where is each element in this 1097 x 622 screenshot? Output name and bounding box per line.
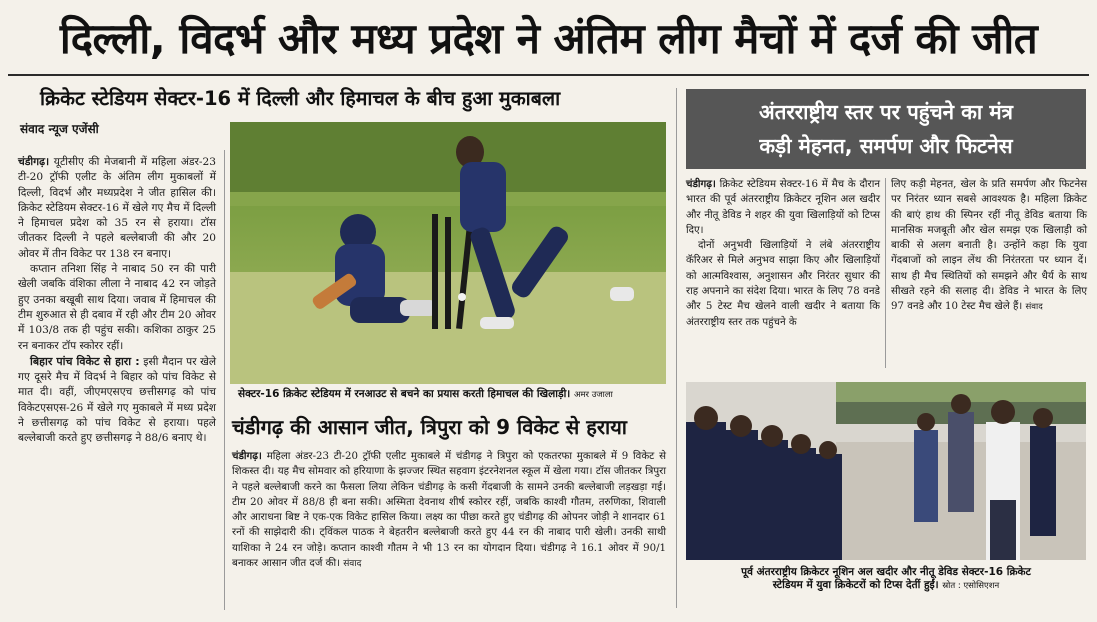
story3-photo-caption: पूर्व अंतरराष्ट्रीय क्रिकेटर नूशिन अल खदीर और नीतू डेविड सेक्टर-16 क्रिकेट स्टेडियम में युवा क्रिकेटरों को टिप्स देतीं हुईं। स्रोत : एसोसिएशन bbox=[741, 566, 1031, 591]
story1-headline: क्रिकेट स्टेडियम सेक्टर-16 में दिल्ली और हिमाचल के बीच हुआ मुकाबला bbox=[40, 87, 561, 110]
story1-dateline: चंडीगढ़। bbox=[18, 156, 50, 168]
story3-dateline: चंडीगढ़। bbox=[686, 179, 716, 190]
story1-byline: संवाद न्यूज एजेंसी bbox=[20, 122, 99, 136]
main-headline: दिल्ली, विदर्भ और मध्य प्रदेश ने अंतिम लीग मैचों में दर्ज की जीत bbox=[59, 14, 1038, 63]
story1-paragraph-2: कप्तान तनिशा सिंह ने नाबाद 50 रन की पारी खेली जबकि वंशिका लीला ने नाबाद 42 रन जोड़ते हुए उनका बखूबी साथ दिया। जवाब में हिमाचल की टीम शुरुआत से ही दबाव में रही और टीम 20 ओवर में 103/8 तक ही पहुंच सकी। कशिका ठाकुर 25 रन बनाकर टॉप स्कोरर रहीं। bbox=[18, 263, 216, 352]
story2-headline: चंडीगढ़ की आसान जीत, त्रिपुरा को 9 विकेट से हराया bbox=[232, 415, 627, 439]
story2-body bbox=[232, 449, 666, 572]
cricket-runout-photo bbox=[230, 122, 666, 384]
column-divider-right bbox=[676, 88, 677, 608]
story3-boxed-headline bbox=[686, 89, 1086, 169]
story2-signoff: संवाद bbox=[343, 559, 362, 570]
story1-paragraph-1: यूटीसीए की मेजबानी में महिला अंडर-23 टी-20 ट्रॉफी एलीट के अंतिम लीग मुकाबलों में दिल्ली, विदर्भ और मध्यप्रदेश ने जीत हासिल की। क्रिकेट स्टेडियम सेक्टर-16 में खेले गए मैच में दिल्ली ने हिमाचल प्रदेश को 35 रन से हराया। टॉस जीतकर दिल्ली ने पहले बल्लेबाजी की और 20 ओवर में तीन विकेट पर 138 रन बनाए। bbox=[18, 156, 216, 260]
story3-column-1 bbox=[686, 177, 880, 330]
story3-photo-credit: स्रोत : एसोसिएशन bbox=[942, 581, 1000, 591]
story3-signoff: संवाद bbox=[1025, 302, 1043, 313]
story2-paragraph: महिला अंडर-23 टी-20 ट्रॉफी एलीट मुकाबले में चंडीगढ़ ने त्रिपुरा को एकतरफा मुकाबले में 9 विकेट से शिकस्त दी। यह मैच सोमवार को हरियाणा के झज्जर स्थित सहवाग इंटरनेशनल स्कूल में खेला गया। टॉस जीतकर त्रिपुरा ने पहले बल्लेबाजी करने का फैसला लिया लेकिन चंडीगढ़ के कसी गेंदबाजी के सामने उनकी बल्लेबाजी लड़खड़ा गई। टीम 20 ओवर में 88/8 ही बना सकी। अस्मिता देवनाथ शीर्ष स्कोरर रहीं, जबकि काश्वी गौतम, तरुणिका, शिवाली और आराधना बिष्ट ने एक-एक विकेट हासिल किया। लक्ष्य का पीछा करते हुए चंडीगढ़ की ओपनर जोड़ी ने शानदार 61 रनों की साझेदारी की। ट्विंकल पाठक ने बेहतरीन बल्लेबाजी करते हुए 44 रन की नाबाद पारी खेली। उनकी साथी याशिका ने 24 रन जोड़े। कप्तान काश्वी गौतम ने भी 13 रन का योगदान दिया। चंडीगढ़ ने 16.1 ओवर में 90/1 बनाकर आसान जीत दर्ज की। bbox=[232, 451, 666, 570]
column-divider-left bbox=[224, 150, 225, 610]
story3-col1-paragraph-1: क्रिकेट स्टेडियम सेक्टर-16 में मैच के दौरान भारत की पूर्व अंतरराष्ट्रीय क्रिकेटर नूशिन अल खदीर और नीतू डेविड ने शहर की युवा खिलाड़ियों को टिप्स दिए। bbox=[686, 179, 880, 236]
story3-col2-paragraph: लिए कड़ी मेहनत, खेल के प्रति समर्पण और फिटनेस पर निरंतर ध्यान सबसे आवश्यक है। महिला क्रिकेट की बाएं हाथ की स्पिनर रहीं नीतू डेविड बताया कि मानसिक मजबूती और खेल समझ एक खिलाड़ी को बाकी से अलग बनाती है। उन्होंने कहा कि युवा गेंदबाजों को लाइन लेंथ की निरंतरता पर ध्यान दें। साथ ही मैच स्थितियों को समझने और धैर्य के साथ सीखते रहने की सलाह दी। डेविड ने भारत के लिए 97 वनडे और 10 टेस्ट मैच खेले हैं। bbox=[891, 179, 1087, 313]
story1-subhead: बिहार पांच विकेट से हारा : bbox=[30, 354, 140, 368]
story3-col1-paragraph-2: दोनों अनुभवी खिलाड़ियों ने लंबे अंतरराष्ट्रीय कॅरिअर से मिले अनुभव साझा किए और खिलाड़ियों को आत्मविश्वास, अनुशासन और निरंतर सुधार की राह अपनाने का संदेश दिया। भारत के लिए 78 वनडे और 5 टेस्ट मैच खेलने वाली खदीर ने बताया कि अंतरराष्ट्रीय स्तर तक पहुंचने के bbox=[686, 240, 880, 328]
headline-rule bbox=[8, 74, 1089, 76]
story1-photo-credit: अमर उजाला bbox=[573, 390, 613, 400]
story3-column-2 bbox=[891, 177, 1087, 316]
story1-photo-caption: सेक्टर-16 क्रिकेट स्टेडियम में रनआउट से बचने का प्रयास करती हिमाचल की खिलाड़ी। अमर उजाला bbox=[238, 388, 613, 400]
story3-headline-line1: अंतरराष्ट्रीय स्तर पर पहुंचने का मंत्र bbox=[759, 100, 1013, 124]
story2-dateline: चंडीगढ़। bbox=[232, 451, 262, 462]
coaching-session-photo bbox=[686, 382, 1086, 560]
story1-body bbox=[18, 155, 216, 447]
story3-column-divider bbox=[885, 178, 886, 368]
story3-headline-line2: कड़ी मेहनत, समर्पण और फिटनेस bbox=[759, 134, 1013, 158]
story1-paragraph-3: इसी मैदान पर खेले गए दूसरे मैच में विदर्भ ने बिहार को पांच विकेट से मात दी। वहीं, जीएमएसएच छत्तीसगढ़ को पांच विकेटएसएस-26 में खेले गए मुकाबले में मध्य प्रदेश ने छत्तीसगढ़ को पांच विकेट से हराया। पहले बल्लेबाजी करते हुए छत्तीसगढ़ ने 88/6 बनाए थे। bbox=[18, 355, 216, 445]
